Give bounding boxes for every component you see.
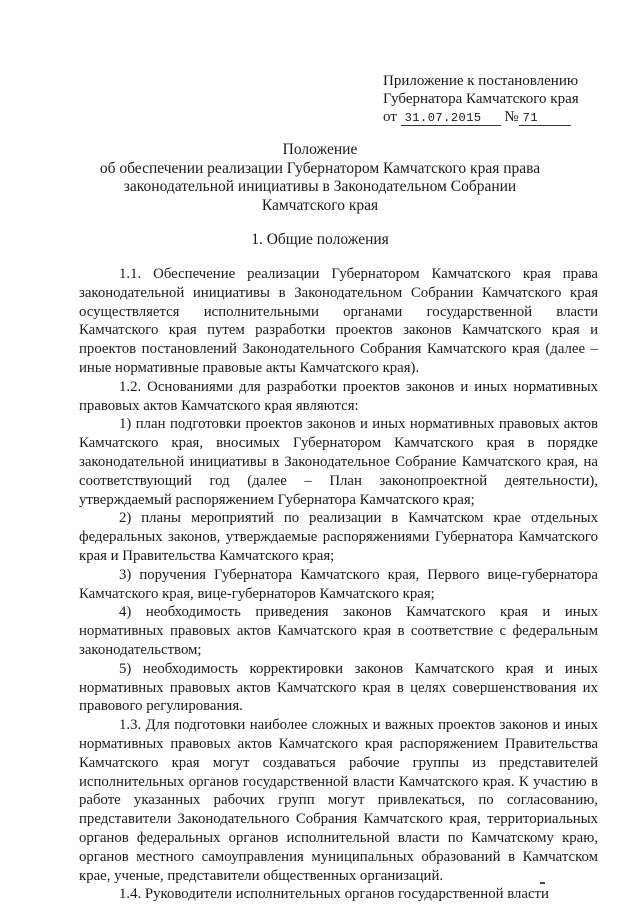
paragraph-1-4: 1.4. Руководители исполнительных органов государственной власти: [119, 886, 549, 903]
decree-number: 71: [519, 111, 571, 126]
document-body: [79, 265, 598, 904]
title-line-2: об обеспечении реализации Губернатором Камчатского края права: [99, 159, 541, 177]
title-line-3: законодательной инициативы в Законодательном Собрании: [123, 178, 517, 195]
list-item-1: 1) план подготовки проектов законов и иных нормативных правовых актов Камчатского края, вносимых Губернатором Камчатского края в порядке законодательной инициативы в Законодательное Собрание Камчатского края, на соответствующий год (далее – План законопроектной деятельности), утверждаемый распоряжением Губернатора Камчатского края;: [79, 416, 598, 508]
list-item-2: 2) планы мероприятий по реализации в Камчатском крае отдельных федеральных законов, утверждаемые распоряжениями Губернатора Камчатского края и Правительства Камчатского края;: [79, 510, 598, 564]
list-item-5: 5) необходимость корректировки законов Камчатского края и иных нормативных правовых актов Камчатского края в целях совершенствования их правового регулирования.: [79, 660, 598, 715]
decree-date: 31.07.2015: [401, 111, 501, 126]
paragraph-1-2: 1.2. Основаниями для разработки проектов законов и иных нормативных правовых актов Камчатского края являются:: [79, 378, 598, 414]
document-title: [0, 141, 640, 215]
title-line-4: Камчатского края: [261, 196, 379, 214]
list-item-3: 3) поручения Губернатора Камчатского края, Первого вице-губернатора Камчатского края, вице-губернаторов Камчатского края;: [79, 566, 598, 602]
appendix-line-1: Приложение к постановлению: [383, 73, 579, 89]
from-label: от: [383, 109, 397, 125]
appendix-date-line: [383, 108, 623, 126]
appendix-line-2: Губернатора Камчатского края: [383, 91, 579, 107]
appendix-header: [383, 72, 623, 126]
section-heading: 1. Общие положения: [251, 231, 389, 248]
title-line-1: Положение: [282, 141, 358, 158]
scan-mark: [540, 882, 545, 884]
paragraph-1-1: 1.1. Обеспечение реализации Губернатором Камчатского края права законодательной инициативы в Законодательном Собрании Камчатского края осуществляется исполнительными органами государственной власти Камчатского края путем разработки проектов законов Камчатского края и проектов постановлений Законодательного Собрания Камчатского края (далее – иные нормативные правовые акты Камчатского края).: [79, 266, 598, 376]
list-item-4: 4) необходимость приведения законов Камчатского края и иных нормативных правовых актов Камчатского края в соответствие с федеральным законодательством;: [79, 604, 598, 658]
paragraph-1-3: 1.3. Для подготовки наиболее сложных и важных проектов законов и иных нормативных правовых актов Камчатского края распоряжением Правительства Камчатского края могут создаваться рабочие группы из представителей исполнительных органов государственной власти Камчатского края. К участию в работе указанных рабочих групп могут привлекаться, по согласованию, представители Законодательного Собрания Камчатского края, территориальных органов федеральных органов исполнительной власти по Камчатскому краю, органов местного самоуправления муниципальных образований в Камчатском крае, ученые, представители общественных организаций.: [79, 717, 598, 884]
number-label: №: [504, 109, 519, 125]
